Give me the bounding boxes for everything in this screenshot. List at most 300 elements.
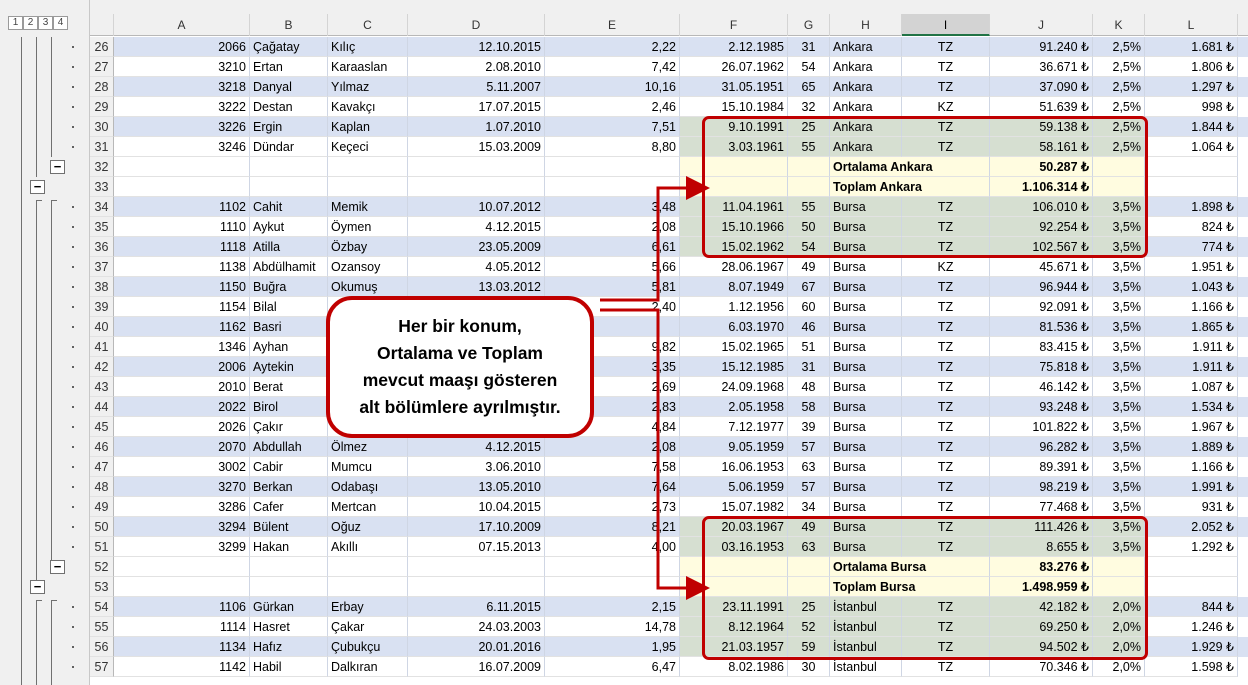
cell-c[interactable]: Kaplan: [328, 117, 408, 137]
cell-g[interactable]: 49: [788, 517, 830, 537]
cell-a[interactable]: 3294: [114, 517, 250, 537]
cell-e[interactable]: 2,22: [545, 37, 680, 57]
cell-e[interactable]: 10,16: [545, 77, 680, 97]
cell-d[interactable]: 4.12.2015: [408, 437, 545, 457]
cell-h[interactable]: Ankara: [830, 117, 902, 137]
cell-g[interactable]: 32: [788, 97, 830, 117]
cell-a[interactable]: 3226: [114, 117, 250, 137]
cell-e[interactable]: 2,40: [545, 297, 680, 317]
cell-h[interactable]: İstanbul: [830, 597, 902, 617]
cell-k[interactable]: 3,5%: [1093, 297, 1145, 317]
cell-e[interactable]: 7,64: [545, 477, 680, 497]
cell-g[interactable]: 51: [788, 337, 830, 357]
cell-l[interactable]: 774 ₺: [1145, 237, 1238, 257]
cell-k[interactable]: 2,0%: [1093, 657, 1145, 677]
cell-k[interactable]: 2,5%: [1093, 77, 1145, 97]
cell-d[interactable]: 12.10.2015: [408, 37, 545, 57]
cell-f[interactable]: 15.02.1965: [680, 337, 788, 357]
cell-f[interactable]: 23.11.1991: [680, 597, 788, 617]
cell-a[interactable]: 3002: [114, 457, 250, 477]
cell-i[interactable]: TZ: [902, 277, 990, 297]
row-number[interactable]: 54: [90, 597, 114, 617]
cell-l[interactable]: 1.889 ₺: [1145, 437, 1238, 457]
cell-b[interactable]: Ergin: [250, 117, 328, 137]
cell-l[interactable]: 1.911 ₺: [1145, 357, 1238, 377]
cell-j[interactable]: 77.468 ₺: [990, 497, 1093, 517]
cell-d[interactable]: 07.15.2013: [408, 537, 545, 557]
cell-j[interactable]: 92.091 ₺: [990, 297, 1093, 317]
cell-b[interactable]: Cahit: [250, 197, 328, 217]
cell-f[interactable]: 15.10.1984: [680, 97, 788, 117]
cell-c[interactable]: Mumcu: [328, 457, 408, 477]
cell-i[interactable]: TZ: [902, 297, 990, 317]
cell-d[interactable]: 24.03.2003: [408, 617, 545, 637]
cell-b[interactable]: Hakan: [250, 537, 328, 557]
cell-j[interactable]: 75.818 ₺: [990, 357, 1093, 377]
cell-f[interactable]: 15.10.1966: [680, 217, 788, 237]
column-header-g[interactable]: G: [788, 14, 830, 36]
row-number[interactable]: 29: [90, 97, 114, 117]
row-number[interactable]: 44: [90, 397, 114, 417]
row-number[interactable]: 50: [90, 517, 114, 537]
cell-f[interactable]: 2.12.1985: [680, 37, 788, 57]
cell-a[interactable]: 1106: [114, 597, 250, 617]
cell-c[interactable]: Özbay: [328, 237, 408, 257]
cell-h[interactable]: Bursa: [830, 257, 902, 277]
cell-g[interactable]: 63: [788, 537, 830, 557]
cell-d[interactable]: 5.11.2007: [408, 77, 545, 97]
cell-c[interactable]: Karaaslan: [328, 57, 408, 77]
cell-c[interactable]: Kılıç: [328, 37, 408, 57]
cell-b[interactable]: Habil: [250, 657, 328, 677]
cell-f[interactable]: 31.05.1951: [680, 77, 788, 97]
cell-c[interactable]: Çubukçu: [328, 637, 408, 657]
cell-a[interactable]: 1138: [114, 257, 250, 277]
cell-i[interactable]: TZ: [902, 57, 990, 77]
column-header-h[interactable]: H: [830, 14, 902, 36]
cell-b[interactable]: Abdülhamit: [250, 257, 328, 277]
cell-c[interactable]: Mertcan: [328, 497, 408, 517]
cell-e[interactable]: 7,51: [545, 117, 680, 137]
cell-g[interactable]: 55: [788, 137, 830, 157]
cell-b[interactable]: Ertan: [250, 57, 328, 77]
cell-b[interactable]: Çakır: [250, 417, 328, 437]
cell-j[interactable]: 42.182 ₺: [990, 597, 1093, 617]
cell-e[interactable]: 2,73: [545, 497, 680, 517]
column-header-j[interactable]: J: [990, 14, 1093, 36]
cell-e[interactable]: 8,21: [545, 517, 680, 537]
cell-i[interactable]: TZ: [902, 357, 990, 377]
cell-f[interactable]: 28.06.1967: [680, 257, 788, 277]
cell-c[interactable]: Odabaşı: [328, 477, 408, 497]
cell-e[interactable]: 2,83: [545, 397, 680, 417]
row-number[interactable]: 33: [90, 177, 114, 197]
row-number[interactable]: 30: [90, 117, 114, 137]
cell-j[interactable]: 91.240 ₺: [990, 37, 1093, 57]
cell-a[interactable]: 3246: [114, 137, 250, 157]
cell-i[interactable]: TZ: [902, 197, 990, 217]
row-number[interactable]: 37: [90, 257, 114, 277]
row-number[interactable]: 35: [90, 217, 114, 237]
cell-l[interactable]: 1.911 ₺: [1145, 337, 1238, 357]
cell-h[interactable]: Toplam Ankara: [830, 177, 990, 197]
row-number[interactable]: 38: [90, 277, 114, 297]
cell-d[interactable]: 1.07.2010: [408, 117, 545, 137]
cell-g[interactable]: 57: [788, 437, 830, 457]
cell-k[interactable]: 3,5%: [1093, 217, 1145, 237]
row-number[interactable]: 57: [90, 657, 114, 677]
cell-j[interactable]: 1.106.314 ₺: [990, 177, 1093, 197]
cell-j[interactable]: 1.498.959 ₺: [990, 577, 1093, 597]
cell-b[interactable]: Basri: [250, 317, 328, 337]
cell-h[interactable]: Bursa: [830, 397, 902, 417]
cell-d[interactable]: 6.11.2015: [408, 597, 545, 617]
row-number[interactable]: 47: [90, 457, 114, 477]
cell-e[interactable]: 6,47: [545, 657, 680, 677]
cell-b[interactable]: Ayhan: [250, 337, 328, 357]
cell-c[interactable]: Yılmaz: [328, 77, 408, 97]
cell-g[interactable]: 31: [788, 37, 830, 57]
cell-e[interactable]: 7,42: [545, 57, 680, 77]
cell-g[interactable]: 60: [788, 297, 830, 317]
cell-b[interactable]: Buğra: [250, 277, 328, 297]
cell-l[interactable]: 1.951 ₺: [1145, 257, 1238, 277]
cell-f[interactable]: 15.12.1985: [680, 357, 788, 377]
cell-h[interactable]: Bursa: [830, 297, 902, 317]
cell-j[interactable]: 8.655 ₺: [990, 537, 1093, 557]
cell-b[interactable]: Atilla: [250, 237, 328, 257]
row-number[interactable]: 56: [90, 637, 114, 657]
cell-b[interactable]: Danyal: [250, 77, 328, 97]
row-number[interactable]: 32: [90, 157, 114, 177]
cell-l[interactable]: 1.898 ₺: [1145, 197, 1238, 217]
cell-e[interactable]: 5,81: [545, 277, 680, 297]
cell-j[interactable]: 83.276 ₺: [990, 557, 1093, 577]
cell-f[interactable]: 8.02.1986: [680, 657, 788, 677]
cell-b[interactable]: Çağatay: [250, 37, 328, 57]
cell-i[interactable]: TZ: [902, 237, 990, 257]
cell-e[interactable]: 2,08: [545, 437, 680, 457]
cell-h[interactable]: Ortalama Bursa: [830, 557, 990, 577]
cell-j[interactable]: 58.161 ₺: [990, 137, 1093, 157]
cell-i[interactable]: TZ: [902, 517, 990, 537]
cell-f[interactable]: 15.02.1962: [680, 237, 788, 257]
cell-i[interactable]: TZ: [902, 37, 990, 57]
cell-h[interactable]: Bursa: [830, 477, 902, 497]
collapse-group-button[interactable]: −: [30, 580, 45, 594]
cell-a[interactable]: 2006: [114, 357, 250, 377]
cell-j[interactable]: 96.944 ₺: [990, 277, 1093, 297]
column-header-k[interactable]: K: [1093, 14, 1145, 36]
cell-a[interactable]: 3222: [114, 97, 250, 117]
outline-level-4-button[interactable]: 4: [53, 16, 68, 30]
cell-l[interactable]: 1.991 ₺: [1145, 477, 1238, 497]
cell-j[interactable]: 70.346 ₺: [990, 657, 1093, 677]
cell-g[interactable]: 55: [788, 197, 830, 217]
cell-l[interactable]: 824 ₺: [1145, 217, 1238, 237]
cell-k[interactable]: 3,5%: [1093, 277, 1145, 297]
cell-a[interactable]: 1118: [114, 237, 250, 257]
cell-j[interactable]: 81.536 ₺: [990, 317, 1093, 337]
cell-j[interactable]: 89.391 ₺: [990, 457, 1093, 477]
cell-c[interactable]: Dalkıran: [328, 657, 408, 677]
row-number[interactable]: 40: [90, 317, 114, 337]
cell-d[interactable]: 4.12.2015: [408, 217, 545, 237]
cell-l[interactable]: 1.166 ₺: [1145, 457, 1238, 477]
cell-c[interactable]: Akıllı: [328, 537, 408, 557]
cell-l[interactable]: 2.052 ₺: [1145, 517, 1238, 537]
cell-h[interactable]: Bursa: [830, 277, 902, 297]
cell-k[interactable]: 2,5%: [1093, 137, 1145, 157]
cell-d[interactable]: 23.05.2009: [408, 237, 545, 257]
cell-a[interactable]: 2070: [114, 437, 250, 457]
cell-h[interactable]: Ankara: [830, 37, 902, 57]
cell-d[interactable]: 4.05.2012: [408, 257, 545, 277]
cell-l[interactable]: 1.806 ₺: [1145, 57, 1238, 77]
cell-f[interactable]: 8.12.1964: [680, 617, 788, 637]
cell-f[interactable]: 7.12.1977: [680, 417, 788, 437]
row-number[interactable]: 46: [90, 437, 114, 457]
cell-i[interactable]: TZ: [902, 397, 990, 417]
cell-a[interactable]: 3270: [114, 477, 250, 497]
cell-a[interactable]: 2022: [114, 397, 250, 417]
cell-j[interactable]: 101.822 ₺: [990, 417, 1093, 437]
cell-b[interactable]: Hafız: [250, 637, 328, 657]
outline-level-3-button[interactable]: 3: [38, 16, 53, 30]
cell-g[interactable]: 46: [788, 317, 830, 337]
cell-e[interactable]: 7,58: [545, 457, 680, 477]
cell-l[interactable]: 1.087 ₺: [1145, 377, 1238, 397]
cell-a[interactable]: 1102: [114, 197, 250, 217]
cell-g[interactable]: 67: [788, 277, 830, 297]
collapse-group-button[interactable]: −: [50, 160, 65, 174]
cell-a[interactable]: 2026: [114, 417, 250, 437]
cell-k[interactable]: 3,5%: [1093, 337, 1145, 357]
cell-k[interactable]: 2,5%: [1093, 117, 1145, 137]
row-number[interactable]: 28: [90, 77, 114, 97]
cell-f[interactable]: 24.09.1968: [680, 377, 788, 397]
cell-b[interactable]: Abdullah: [250, 437, 328, 457]
cell-h[interactable]: Bursa: [830, 417, 902, 437]
cell-b[interactable]: Bülent: [250, 517, 328, 537]
cell-c[interactable]: Keçeci: [328, 137, 408, 157]
row-number[interactable]: 51: [90, 537, 114, 557]
cell-b[interactable]: Cabir: [250, 457, 328, 477]
cell-i[interactable]: TZ: [902, 217, 990, 237]
cell-h[interactable]: Bursa: [830, 237, 902, 257]
cell-b[interactable]: Dündar: [250, 137, 328, 157]
cell-h[interactable]: Bursa: [830, 317, 902, 337]
cell-k[interactable]: 3,5%: [1093, 197, 1145, 217]
cell-k[interactable]: 3,5%: [1093, 377, 1145, 397]
cell-f[interactable]: 26.07.1962: [680, 57, 788, 77]
cell-f[interactable]: 9.05.1959: [680, 437, 788, 457]
row-number[interactable]: 42: [90, 357, 114, 377]
cell-j[interactable]: 93.248 ₺: [990, 397, 1093, 417]
cell-b[interactable]: Hasret: [250, 617, 328, 637]
cell-h[interactable]: Bursa: [830, 517, 902, 537]
cell-b[interactable]: Berat: [250, 377, 328, 397]
cell-c[interactable]: Oğuz: [328, 517, 408, 537]
cell-e[interactable]: 14,78: [545, 617, 680, 637]
cell-b[interactable]: Birol: [250, 397, 328, 417]
cell-f[interactable]: 5.06.1959: [680, 477, 788, 497]
cell-g[interactable]: 49: [788, 257, 830, 277]
cell-i[interactable]: TZ: [902, 537, 990, 557]
cell-k[interactable]: 3,5%: [1093, 457, 1145, 477]
cell-h[interactable]: İstanbul: [830, 637, 902, 657]
cell-h[interactable]: Bursa: [830, 377, 902, 397]
cell-h[interactable]: Bursa: [830, 217, 902, 237]
cell-l[interactable]: 1.166 ₺: [1145, 297, 1238, 317]
cell-k[interactable]: 3,5%: [1093, 497, 1145, 517]
cell-c[interactable]: Erbay: [328, 597, 408, 617]
cell-j[interactable]: 111.426 ₺: [990, 517, 1093, 537]
cell-j[interactable]: 96.282 ₺: [990, 437, 1093, 457]
row-number[interactable]: 43: [90, 377, 114, 397]
cell-b[interactable]: Bilal: [250, 297, 328, 317]
cell-d[interactable]: 20.01.2016: [408, 637, 545, 657]
cell-g[interactable]: 54: [788, 237, 830, 257]
cell-i[interactable]: TZ: [902, 457, 990, 477]
cell-g[interactable]: 58: [788, 397, 830, 417]
cell-e[interactable]: 3,35: [545, 357, 680, 377]
cell-l[interactable]: 1.967 ₺: [1145, 417, 1238, 437]
cell-h[interactable]: Bursa: [830, 457, 902, 477]
cell-i[interactable]: TZ: [902, 637, 990, 657]
cell-h[interactable]: İstanbul: [830, 657, 902, 677]
cell-k[interactable]: 2,0%: [1093, 597, 1145, 617]
cell-k[interactable]: 2,5%: [1093, 57, 1145, 77]
cell-b[interactable]: Berkan: [250, 477, 328, 497]
cell-j[interactable]: 37.090 ₺: [990, 77, 1093, 97]
outline-level-1-button[interactable]: 1: [8, 16, 23, 30]
cell-g[interactable]: 39: [788, 417, 830, 437]
cell-a[interactable]: 1110: [114, 217, 250, 237]
cell-h[interactable]: Bursa: [830, 537, 902, 557]
cell-d[interactable]: 15.03.2009: [408, 137, 545, 157]
cell-g[interactable]: 50: [788, 217, 830, 237]
cell-h[interactable]: Ortalama Ankara: [830, 157, 990, 177]
cell-k[interactable]: 3,5%: [1093, 477, 1145, 497]
cell-e[interactable]: 2,46: [545, 97, 680, 117]
cell-h[interactable]: Ankara: [830, 137, 902, 157]
cell-i[interactable]: TZ: [902, 477, 990, 497]
column-header-a[interactable]: A: [114, 14, 250, 36]
cell-g[interactable]: 31: [788, 357, 830, 377]
cell-j[interactable]: 98.219 ₺: [990, 477, 1093, 497]
row-number[interactable]: 41: [90, 337, 114, 357]
cell-a[interactable]: 3218: [114, 77, 250, 97]
row-number[interactable]: 39: [90, 297, 114, 317]
cell-a[interactable]: 1134: [114, 637, 250, 657]
cell-c[interactable]: Ozansoy: [328, 257, 408, 277]
cell-e[interactable]: 5,66: [545, 257, 680, 277]
cell-g[interactable]: 52: [788, 617, 830, 637]
cell-j[interactable]: 83.415 ₺: [990, 337, 1093, 357]
cell-g[interactable]: 54: [788, 57, 830, 77]
cell-k[interactable]: 3,5%: [1093, 417, 1145, 437]
column-header-l[interactable]: L: [1145, 14, 1238, 36]
cell-b[interactable]: Gürkan: [250, 597, 328, 617]
row-number[interactable]: 34: [90, 197, 114, 217]
cell-l[interactable]: 1.064 ₺: [1145, 137, 1238, 157]
cell-i[interactable]: TZ: [902, 417, 990, 437]
cell-k[interactable]: 2,0%: [1093, 617, 1145, 637]
cell-j[interactable]: 46.142 ₺: [990, 377, 1093, 397]
cell-g[interactable]: 57: [788, 477, 830, 497]
row-number[interactable]: 31: [90, 137, 114, 157]
cell-d[interactable]: 13.03.2012: [408, 277, 545, 297]
row-number[interactable]: 52: [90, 557, 114, 577]
cell-j[interactable]: 50.287 ₺: [990, 157, 1093, 177]
cell-a[interactable]: 1150: [114, 277, 250, 297]
cell-f[interactable]: 16.06.1953: [680, 457, 788, 477]
cell-a[interactable]: 2010: [114, 377, 250, 397]
row-number[interactable]: 36: [90, 237, 114, 257]
cell-d[interactable]: 16.07.2009: [408, 657, 545, 677]
cell-h[interactable]: Bursa: [830, 357, 902, 377]
cell-k[interactable]: 3,5%: [1093, 257, 1145, 277]
cell-i[interactable]: TZ: [902, 377, 990, 397]
cell-g[interactable]: 34: [788, 497, 830, 517]
cell-a[interactable]: 1114: [114, 617, 250, 637]
cell-h[interactable]: Bursa: [830, 197, 902, 217]
cell-d[interactable]: 10.07.2012: [408, 197, 545, 217]
cell-i[interactable]: TZ: [902, 137, 990, 157]
cell-h[interactable]: Toplam Bursa: [830, 577, 990, 597]
cell-k[interactable]: 3,5%: [1093, 357, 1145, 377]
cell-b[interactable]: Aykut: [250, 217, 328, 237]
cell-h[interactable]: Ankara: [830, 97, 902, 117]
cell-b[interactable]: Aytekin: [250, 357, 328, 377]
cell-k[interactable]: 2,5%: [1093, 37, 1145, 57]
cell-j[interactable]: 45.671 ₺: [990, 257, 1093, 277]
cell-h[interactable]: Bursa: [830, 497, 902, 517]
cell-f[interactable]: 9.10.1991: [680, 117, 788, 137]
cell-a[interactable]: 1154: [114, 297, 250, 317]
cell-j[interactable]: 36.671 ₺: [990, 57, 1093, 77]
cell-d[interactable]: 10.04.2015: [408, 497, 545, 517]
row-number[interactable]: 53: [90, 577, 114, 597]
column-header-f[interactable]: F: [680, 14, 788, 36]
cell-d[interactable]: 2.08.2010: [408, 57, 545, 77]
cell-d[interactable]: 17.10.2009: [408, 517, 545, 537]
cell-j[interactable]: 59.138 ₺: [990, 117, 1093, 137]
cell-l[interactable]: 1.681 ₺: [1145, 37, 1238, 57]
cell-f[interactable]: 21.03.1957: [680, 637, 788, 657]
cell-l[interactable]: 844 ₺: [1145, 597, 1238, 617]
cell-d[interactable]: 17.07.2015: [408, 97, 545, 117]
cell-l[interactable]: 998 ₺: [1145, 97, 1238, 117]
collapse-group-button[interactable]: −: [50, 560, 65, 574]
cell-a[interactable]: 3210: [114, 57, 250, 77]
cell-g[interactable]: 25: [788, 117, 830, 137]
row-number[interactable]: 48: [90, 477, 114, 497]
cell-l[interactable]: 1.297 ₺: [1145, 77, 1238, 97]
cell-i[interactable]: TZ: [902, 437, 990, 457]
cell-e[interactable]: 1,95: [545, 637, 680, 657]
cell-e[interactable]: 2,08: [545, 217, 680, 237]
cell-a[interactable]: 2066: [114, 37, 250, 57]
cell-a[interactable]: 3286: [114, 497, 250, 517]
cell-e[interactable]: 8,80: [545, 137, 680, 157]
column-header-d[interactable]: D: [408, 14, 545, 36]
cell-i[interactable]: KZ: [902, 257, 990, 277]
column-header-e[interactable]: E: [545, 14, 680, 36]
cell-i[interactable]: TZ: [902, 617, 990, 637]
cell-c[interactable]: Çakar: [328, 617, 408, 637]
